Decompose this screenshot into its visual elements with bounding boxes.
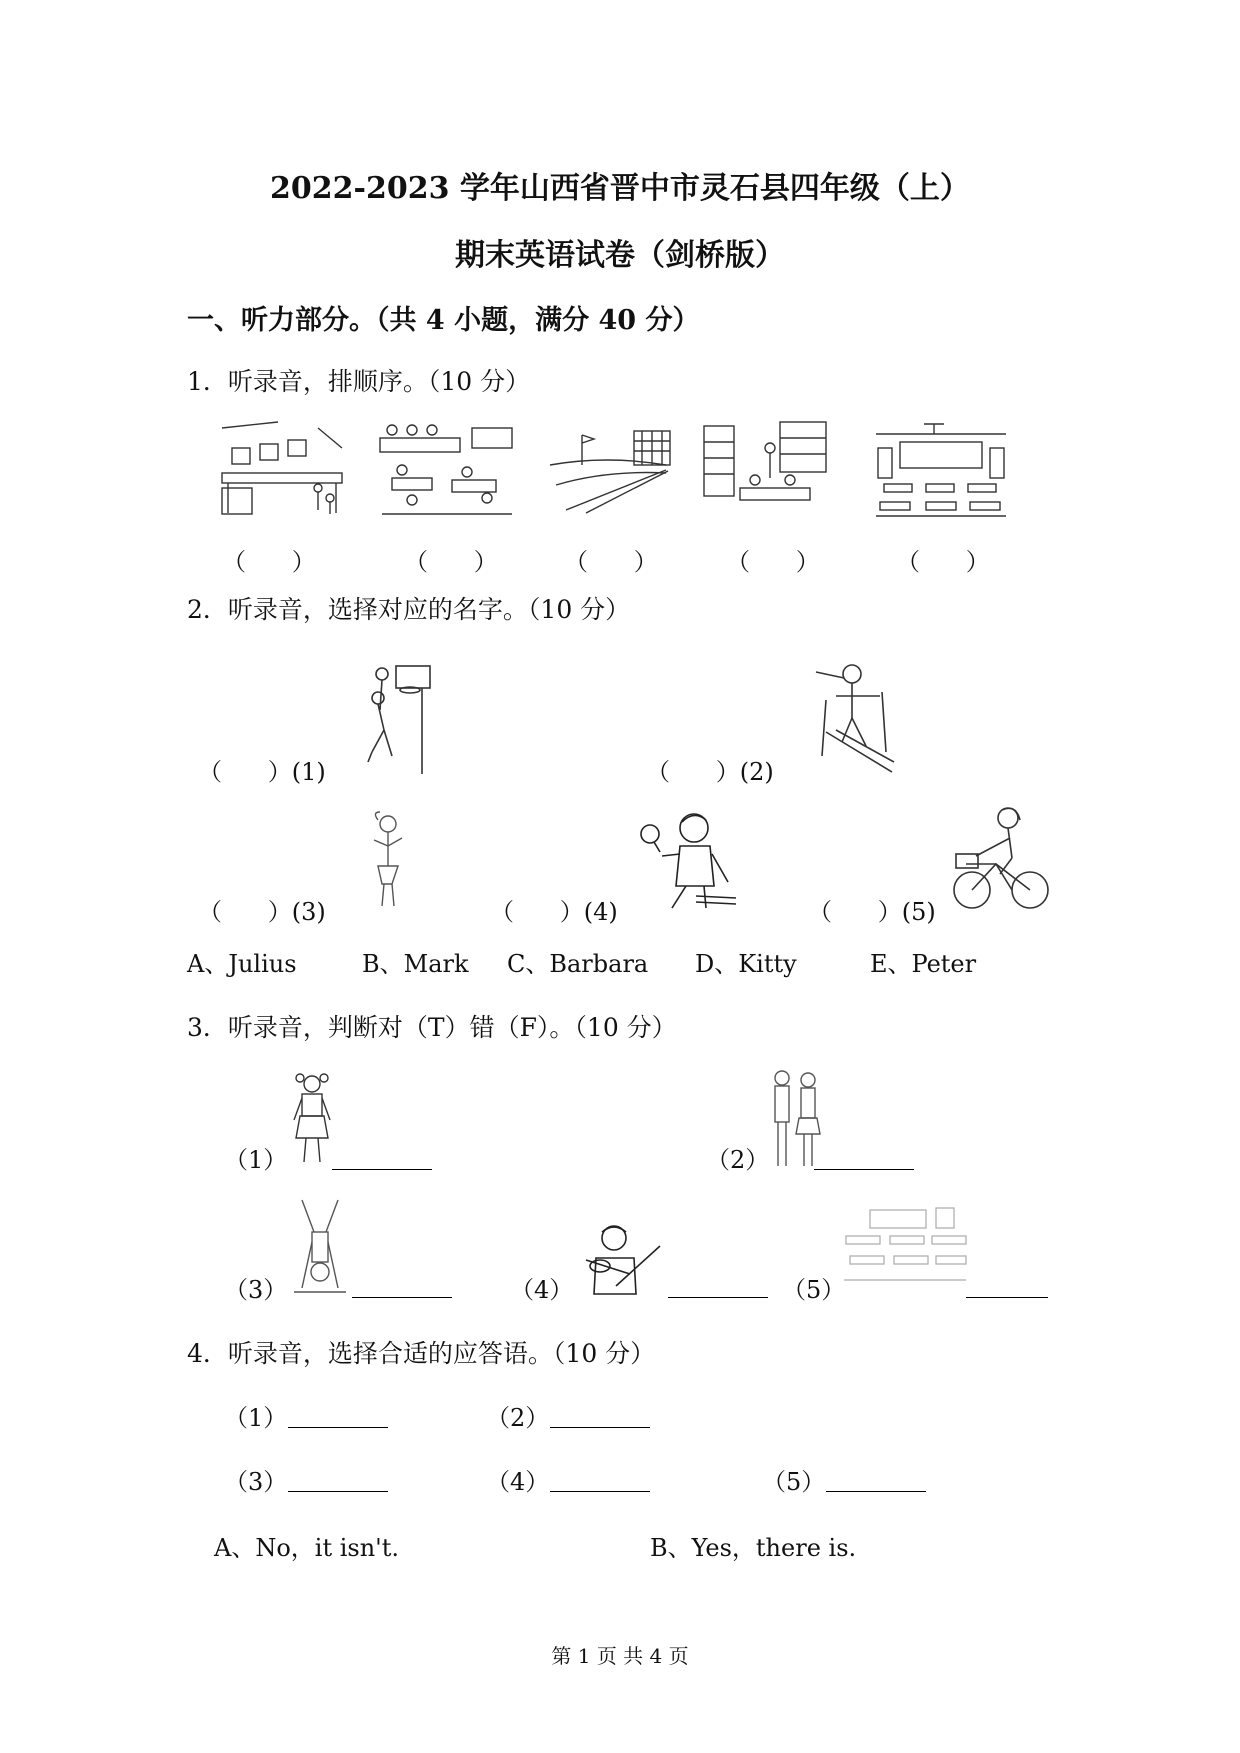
section-heading: 一、听力部分。（共 4 小题，满分 40 分） bbox=[187, 305, 700, 336]
q2-item-1-prefix: （ ）(1) bbox=[198, 758, 326, 786]
exam-title-line2: 期末英语试卷（剑桥版） bbox=[455, 238, 785, 273]
q4-answer-blank-4[interactable] bbox=[550, 1491, 650, 1492]
q4-answer-blank-1[interactable] bbox=[288, 1427, 388, 1428]
girl-standing-picture bbox=[290, 1070, 334, 1166]
handstand-picture bbox=[292, 1196, 348, 1294]
q3-answer-blank-1[interactable] bbox=[332, 1169, 432, 1170]
basketball-player-picture bbox=[362, 660, 438, 776]
q3-item-5-num: （5） bbox=[782, 1276, 846, 1304]
library-picture bbox=[700, 418, 832, 518]
exam-title-line1: 2022-2023 学年山西省晋中市灵石县四年级（上） bbox=[270, 171, 970, 206]
q3-item-3-num: （3） bbox=[224, 1276, 288, 1304]
dancing-girl-picture bbox=[366, 810, 408, 910]
skier-picture bbox=[796, 656, 896, 774]
violin-boy-picture bbox=[576, 1222, 662, 1296]
question-1-label: 1．听录音，排顺序。（10 分） bbox=[187, 367, 531, 396]
q1-bracket-5: （ ） bbox=[896, 548, 990, 576]
q2-item-4-prefix: （ ）(4) bbox=[490, 898, 618, 926]
q3-item-1-num: （1） bbox=[224, 1146, 288, 1174]
q3-answer-blank-4[interactable] bbox=[668, 1297, 768, 1298]
cycling-girl-picture bbox=[952, 804, 1050, 912]
q3-answer-blank-3[interactable] bbox=[352, 1297, 452, 1298]
q1-bracket-3: （ ） bbox=[564, 548, 658, 576]
ping-pong-boy-picture bbox=[636, 806, 736, 910]
classroom-picture bbox=[872, 420, 1010, 518]
q4-answer-blank-2[interactable] bbox=[550, 1427, 650, 1428]
q4-item-2-num: （2） bbox=[486, 1404, 550, 1432]
q2-option-e: E、Peter bbox=[870, 950, 977, 978]
q1-bracket-2: （ ） bbox=[404, 548, 498, 576]
q4-item-3-num: （3） bbox=[224, 1468, 288, 1496]
q4-option-a: A、No，it isn't. bbox=[214, 1534, 400, 1562]
q2-option-d: D、Kitty bbox=[695, 950, 797, 978]
question-2-label: 2．听录音，选择对应的名字。（10 分） bbox=[187, 595, 631, 624]
q3-item-4-num: （4） bbox=[510, 1276, 574, 1304]
q2-option-b: B、Mark bbox=[362, 950, 469, 978]
q2-item-5-prefix: （ ）(5) bbox=[808, 898, 936, 926]
q1-bracket-4: （ ） bbox=[726, 548, 820, 576]
q4-item-1-num: （1） bbox=[224, 1404, 288, 1432]
dining-hall-picture bbox=[372, 418, 522, 518]
classroom-desks-picture bbox=[840, 1204, 970, 1284]
q2-option-c: C、Barbara bbox=[507, 950, 649, 978]
two-kids-picture bbox=[766, 1066, 822, 1170]
q2-option-a: A、Julius bbox=[187, 950, 297, 978]
q1-bracket-1: （ ） bbox=[222, 548, 316, 576]
q3-item-2-num: （2） bbox=[706, 1146, 770, 1174]
q2-item-3-prefix: （ ）(3) bbox=[198, 898, 326, 926]
page-footer: 第 1 页 共 4 页 bbox=[551, 1644, 689, 1668]
q2-item-2-prefix: （ ）(2) bbox=[646, 758, 774, 786]
q4-option-b: B、Yes，there is. bbox=[650, 1534, 857, 1562]
q3-answer-blank-5[interactable] bbox=[966, 1297, 1048, 1298]
q4-item-4-num: （4） bbox=[486, 1468, 550, 1496]
q4-item-5-num: （5） bbox=[762, 1468, 826, 1496]
q4-answer-blank-5[interactable] bbox=[826, 1491, 926, 1492]
computer-room-picture bbox=[218, 418, 346, 518]
q4-answer-blank-3[interactable] bbox=[288, 1491, 388, 1492]
playground-picture bbox=[546, 425, 678, 515]
question-4-label: 4．听录音，选择合适的应答语。（10 分） bbox=[187, 1339, 656, 1368]
q3-answer-blank-2[interactable] bbox=[814, 1169, 914, 1170]
question-3-label: 3．听录音，判断对（T）错（F）。（10 分） bbox=[187, 1013, 677, 1042]
